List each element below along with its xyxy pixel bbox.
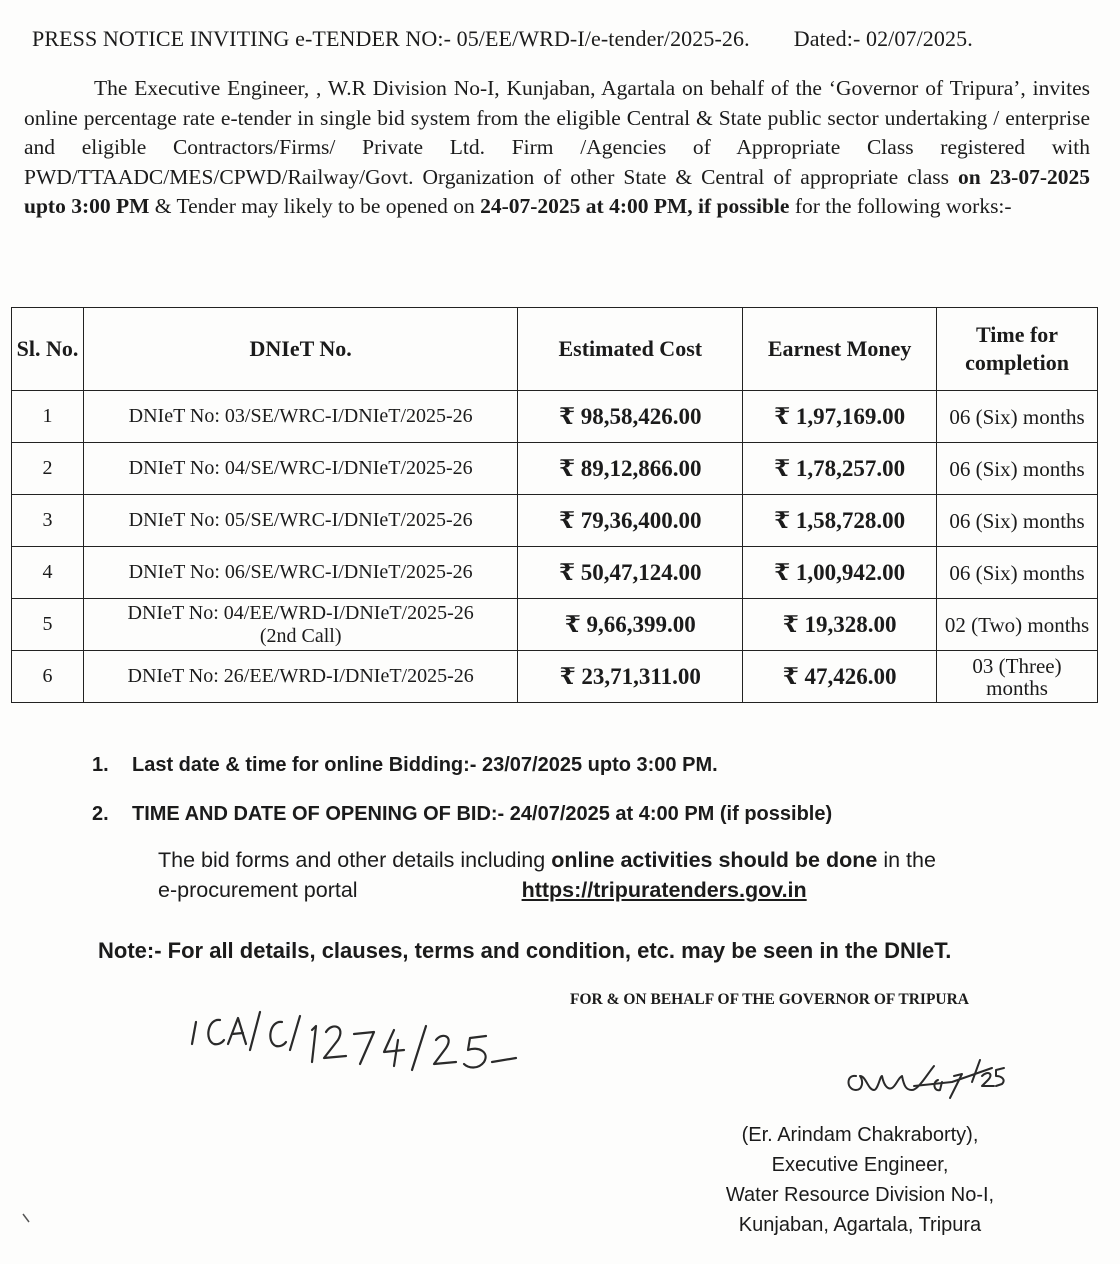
cell-estimated-cost: ₹ 98,58,426.00 [518,391,743,443]
table-row [12,443,1098,495]
cell-dniet: DNIeT No: 04/SE/WRC-I/DNIeT/2025-26 [83,443,517,495]
signatory-name: (Er. Arindam Chakraborty), [741,1124,979,1146]
intro-paragraph [24,74,1090,222]
table-row [12,651,1098,703]
cell-sl: 2 [12,443,84,495]
cell-earnest-money: ₹ 1,00,942.00 [743,547,937,599]
signature [842,1046,1017,1106]
intro-opening-date: 24-07-2025 at 4:00 PM, if possible [480,194,790,218]
signatory-block [690,1120,1030,1240]
cell-dniet: DNIeT No: 26/EE/WRD-I/DNIeT/2025-26 [83,651,517,703]
point-bidding-deadline [92,754,718,777]
cell-sl: 6 [12,651,84,703]
portal-info [158,845,1098,905]
cell-dniet: DNIeT No: 05/SE/WRC-I/DNIeT/2025-26 [83,495,517,547]
cell-estimated-cost: ₹ 9,66,399.00 [518,599,743,651]
cell-sl: 4 [12,547,84,599]
header-time-for-completion: Time for completion [937,308,1098,391]
cell-completion-time: 02 (Two) months [937,599,1098,651]
table-row [12,599,1098,651]
portal-text-bold: online activities should be done [551,848,878,872]
portal-text-pre: The bid forms and other details including [158,848,552,872]
handwritten-reference [186,1000,546,1090]
notice-number: PRESS NOTICE INVITING e-TENDER NO:- 05/EE/WRD-I/e-tender/2025-26. [32,26,750,51]
table-row [12,547,1098,599]
cell-estimated-cost: ₹ 50,47,124.00 [518,547,743,599]
cell-dniet: DNIeT No: 03/SE/WRC-I/DNIeT/2025-26 [83,391,517,443]
header-dniet-no: DNIeT No. [83,308,517,391]
point-text: TIME AND DATE OF OPENING OF BID:- 24/07/2025 at 4:00 PM (if possible) [132,803,833,825]
dniet-call-note: (2nd Call) [259,624,342,647]
cell-earnest-money: ₹ 47,426.00 [743,651,937,703]
intro-text-1: The Executive Engineer, , W.R Division No-I, Kunjaban, Agartala on behalf of the ‘Governor of Tripura’, invites online percentage rate e-tender in single bid system from the eligible Central & State public sector undertaking / enterprise and eligible Contractors/Firms/ Private Ltd. Firm /Agencies of Appropriate Class registered with PWD/TTAADC/MES/CPWD/Railway/Govt. Organization of other State & Central of appropriate class [24,76,1090,189]
portal-text-post: in the [877,848,936,872]
table-row [12,495,1098,547]
cell-estimated-cost: ₹ 79,36,400.00 [518,495,743,547]
header-estimated-cost: Estimated Cost [518,308,743,391]
cell-estimated-cost: ₹ 89,12,866.00 [518,443,743,495]
point-bid-opening [92,803,832,826]
cell-earnest-money: ₹ 1,78,257.00 [743,443,937,495]
cell-sl: 1 [12,391,84,443]
cell-sl: 5 [12,599,84,651]
works-table [11,307,1098,703]
signatory-designation: Executive Engineer, [771,1154,949,1176]
table-header-row [12,308,1098,391]
cell-completion-time: 06 (Six) months [937,391,1098,443]
on-behalf-line: FOR & ON BEHALF OF THE GOVERNOR OF TRIPURA [570,991,970,1008]
header-earnest-money: Earnest Money [743,308,937,391]
cell-earnest-money: ₹ 1,97,169.00 [743,391,937,443]
point-number: 1. [92,754,109,776]
cell-dniet: DNIeT No: 06/SE/WRC-I/DNIeT/2025-26 [83,547,517,599]
point-number: 2. [92,803,109,825]
cell-completion-time: 06 (Six) months [937,547,1098,599]
dniet-number: DNIeT No: 04/EE/WRD-I/DNIeT/2025-26 [127,601,474,624]
signatory-office: Water Resource Division No-I, [725,1184,995,1206]
notice-date: Dated:- 02/07/2025. [793,26,973,51]
cell-completion-time: 03 (Three) months [937,651,1098,703]
intro-text-2: & Tender may likely to be opened on [149,194,481,218]
cell-earnest-money: ₹ 19,328.00 [743,599,937,651]
intro-bid-deadline: on 23-07-2025 upto 3:00 PM [24,164,1090,218]
cell-completion-time: 06 (Six) months [937,443,1098,495]
cell-sl: 3 [12,495,84,547]
portal-label: e-procurement portal [158,878,358,902]
cell-estimated-cost: ₹ 23,71,311.00 [518,651,743,703]
point-text: Last date & time for online Bidding:- 23/07/2025 upto 3:00 PM. [132,754,718,776]
cell-dniet [83,599,517,651]
scan-speck [20,1212,34,1226]
note-text: Note:- For all details, clauses, terms and condition, etc. may be seen in the DNIeT. [98,938,952,963]
cell-earnest-money: ₹ 1,58,728.00 [743,495,937,547]
header-sl-no: Sl. No. [12,308,84,391]
portal-url-link[interactable]: https://tripuratenders.gov.in [521,878,807,902]
signatory-place: Kunjaban, Agartala, Tripura [738,1214,982,1236]
cell-completion-time: 06 (Six) months [937,495,1098,547]
notice-title [32,26,973,52]
table-row [12,391,1098,443]
intro-text-3: for the following works:- [789,194,1012,218]
